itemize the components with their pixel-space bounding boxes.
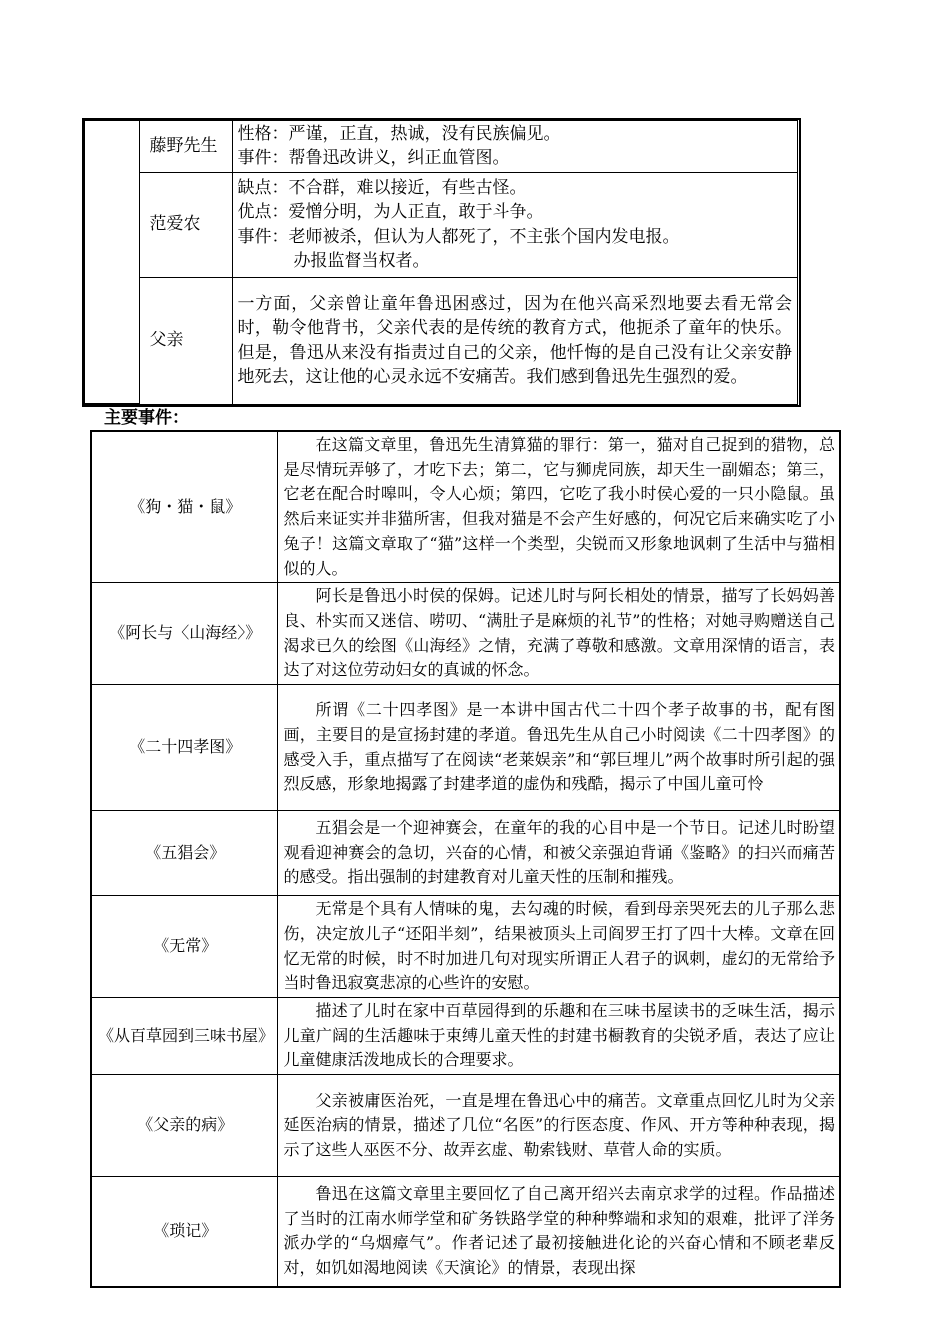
detail-line: 缺点：不合群，难以接近，有些古怪。 <box>237 177 527 198</box>
blank-category-cell <box>84 120 139 404</box>
event-title: 《狗・猫・鼠》 <box>91 431 277 583</box>
event-title: 《父亲的病》 <box>91 1075 277 1177</box>
event-description: 在这篇文章里，鲁迅先生清算猫的罪行：第一，猫对自己捉到的猎物，总是尽情玩弄够了，才吃下去；第二，它与狮虎同族，却天生一副媚态；第三，它老在配合时嗥叫，令人心烦；第四，它吃了我小时侯心爱的一只小隐鼠。虽然后来证实并非猫所害，但我对猫是不会产生好感的，何况它后来确实吃了小兔子！这篇文章取了“猫”这样一个类型，尖锐而又形象地讽刺了生活中与猫相似的人。 <box>277 431 840 583</box>
character-detail <box>232 120 798 172</box>
event-title: 《琐记》 <box>91 1177 277 1287</box>
character-detail <box>232 172 798 277</box>
event-title: 《阿长与〈山海经〉》 <box>91 583 277 685</box>
events-heading: 主要事件： <box>104 408 189 428</box>
event-description: 无常是个具有人情味的鬼，去勾魂的时候，看到母亲哭死去的儿子那么悲伤，决定放儿子“还阳半刻”，结果被顶头上司阎罗王打了四十大棒。文章在回忆无常的时候，时不时加进几句对现实所谓正人君子的讽刺，虚幻的无常给予当时鲁迅寂寞悲凉的心些许的安慰。 <box>277 896 840 998</box>
event-description: 所谓《二十四孝图》是一本讲中国古代二十四个孝子故事的书，配有图画，主要目的是宣扬封建的孝道。鲁迅先生从自己小时阅读《二十四孝图》的感受入手，重点描写了在阅读“老莱娱亲”和“郭巨埋儿”两个故事时所引起的强烈反感，形象地揭露了封建孝道的虚伪和残酷，揭示了中国儿童可怜 <box>277 685 840 811</box>
detail-line: 性格：严谨，正直，热诚，没有民族偏见。 <box>237 123 561 144</box>
event-description: 阿长是鲁迅小时侯的保姆。记述儿时与阿长相处的情景，描写了长妈妈善良、朴实而又迷信、唠叨、“满肚子是麻烦的礼节”的性格；对她寻购赠送自己渴求已久的绘图《山海经》之情，充满了尊敬和感激。文章用深情的语言，表达了对这位劳动妇女的真诚的怀念。 <box>277 583 840 685</box>
event-title: 《从百草园到三味书屋》 <box>91 998 277 1075</box>
character-table <box>83 119 798 405</box>
character-name: 藤野先生 <box>139 120 232 172</box>
event-description: 鲁迅在这篇文章里主要回忆了自己离开绍兴去南京求学的过程。作品描述了当时的江南水师学堂和矿务铁路学堂的种种弊端和求知的艰难，批评了洋务派办学的“乌烟瘴气”。作者记述了最初接触进化论的兴奋心情和不顾老辈反对，如饥如渴地阅读《天演论》的情景，表现出探 <box>277 1177 840 1287</box>
detail-line: 事件：老师被杀，但认为人都死了，不主张个国内发电报。 <box>237 226 680 247</box>
event-description: 描述了儿时在家中百草园得到的乐趣和在三味书屋读书的乏味生活，揭示儿童广阔的生活趣味于束缚儿童天性的封建书橱教育的尖锐矛盾，表达了应让儿童健康活泼地成长的合理要求。 <box>277 998 840 1075</box>
event-title: 《五猖会》 <box>91 811 277 896</box>
event-description: 五猖会是一个迎神赛会，在童年的我的心目中是一个节日。记述儿时盼望观看迎神赛会的急切，兴奋的心情，和被父亲强迫背诵《鉴略》的扫兴而痛苦的感受。指出强制的封建教育对儿童天性的压制和摧残。 <box>277 811 840 896</box>
detail-line: 优点：爱憎分明，为人正直，敢于斗争。 <box>237 202 544 222</box>
event-title: 《二十四孝图》 <box>91 685 277 811</box>
character-name: 范爱农 <box>139 172 232 277</box>
events-table <box>90 430 841 1288</box>
detail-line: 办报监督当权者。 <box>293 251 430 271</box>
detail-line: 事件：帮鲁迅改讲义，纠正血管图。 <box>237 148 510 168</box>
event-description: 父亲被庸医治死，一直是埋在鲁迅心中的痛苦。文章重点回忆儿时为父亲延医治病的情景，描述了几位“名医”的行医态度、作风、开方等种种表现，揭示了这些人巫医不分、故弄玄虚、勒索钱财、草菅人命的实质。 <box>277 1075 840 1177</box>
character-detail: 一方面，父亲曾让童年鲁迅困惑过，因为在他兴高采烈地要去看无常会时，勒令他背书，父亲代表的是传统的教育方式，他扼杀了童年的快乐。但是，鲁迅从来没有指责过自己的父亲，他忏悔的是自己没有让父亲安静地死去，这让他的心灵永远不安痛苦。我们感到鲁迅先生强烈的爱。 <box>232 277 798 404</box>
character-name: 父亲 <box>139 277 232 404</box>
event-title: 《无常》 <box>91 896 277 998</box>
